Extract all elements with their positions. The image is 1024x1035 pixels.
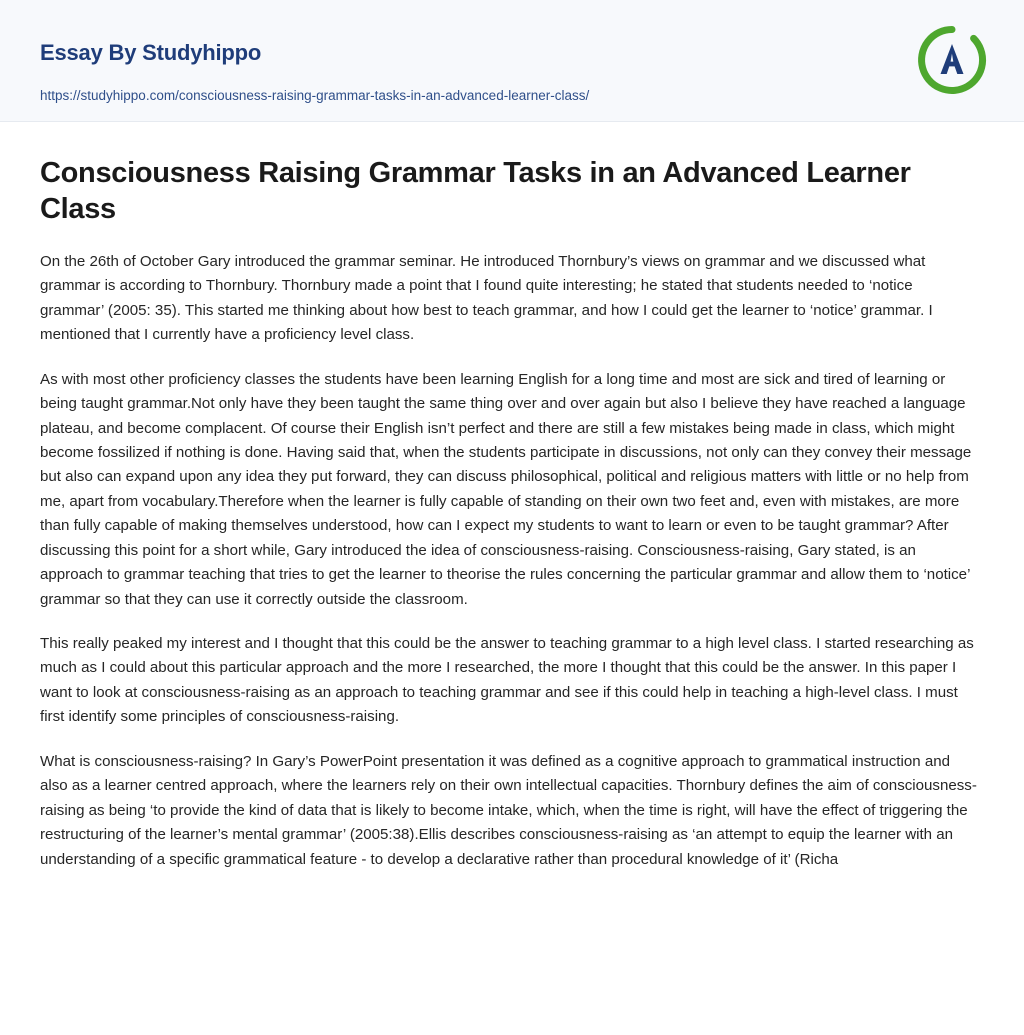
paragraph: On the 26th of October Gary introduced the grammar seminar. He introduced Thornbury’s views on grammar and we discussed what grammar is according to Thornbury. Thornbury made a point that I found quite interesting; he stated that students needed to ‘notice grammar’ (2005: 35). This started me thinking about how best to teach grammar, and how I could get the learner to ‘notice’ grammar. I mentioned that I currently have a proficiency level class. xyxy=(40,252,933,344)
brand-title xyxy=(40,40,261,66)
brand-title-text: Essay By Studyhippo xyxy=(40,40,262,65)
page-title: Consciousness Raising Grammar Tasks in an Advanced Learner Class xyxy=(40,157,911,225)
paragraph: As with most other proficiency classes the students have been learning English for a long time and most are sick and tired of learning or being taught grammar.Not only have they been taught the same thing over and over again but also I believe they have reached a language plateau, and become complacent. Of course their English isn’t perfect and there are still a few mistakes being made in class, which might become fossilized if nothing is done. Having said that, when the students participate in discussions, not only can they convey their message but also can expand upon any idea they put forward, they can discuss philosophical, political and religious matters with little or no help from me, apart from vocabulary.Therefore when the learner is fully capable of standing on their own two feet and, even with mistakes, are more than fully capable of making themselves understood, how can I expect my students to want to learn or even to be taught grammar? After discussing this point for a short while, Gary introduced the idea of consciousness-raising. Consciousness-raising, Gary stated, is an approach to grammar teaching that tries to get the learner to theorise the rules concerning the particular grammar and allow them to ‘notice’ grammar so that they can use it correctly outside the classroom. xyxy=(40,370,972,608)
document-body xyxy=(0,122,1024,872)
paragraph: What is consciousness-raising? In Gary’s PowerPoint presentation it was defined as a cognitive approach to grammatical instruction and also as a learner centred approach, where the learners rely on their own intellectual capacities. Thornbury defines the aim of consciousness-raising as being ‘to provide the kind of data that is likely to become intake, which, when the time is right, will have the effect of triggering the restructuring of the learner’s mental grammar’ (2005:38).Ellis describes consciousness-raising as ‘an attempt to equip the learner with an understanding of a specific grammatical feature - to develop a declarative rather than procedural knowledge of it’ (Richa xyxy=(40,752,977,868)
page-header xyxy=(0,0,1024,122)
paragraph: This really peaked my interest and I thought that this could be the answer to teaching grammar to a high level class. I started researching as much as I could about this particular approach and the more I researched, the more I thought that this could be the answer. In this paper I want to look at consciousness-raising as an approach to teaching grammar and see if this could help in teaching a high-level class. I must first identify some principles of consciousness-raising. xyxy=(40,635,974,726)
letter-a-circle-logo-icon xyxy=(916,24,988,96)
source-url[interactable]: https://studyhippo.com/consciousness-raising-grammar-tasks-in-an-advanced-learner-class/ xyxy=(40,88,590,103)
